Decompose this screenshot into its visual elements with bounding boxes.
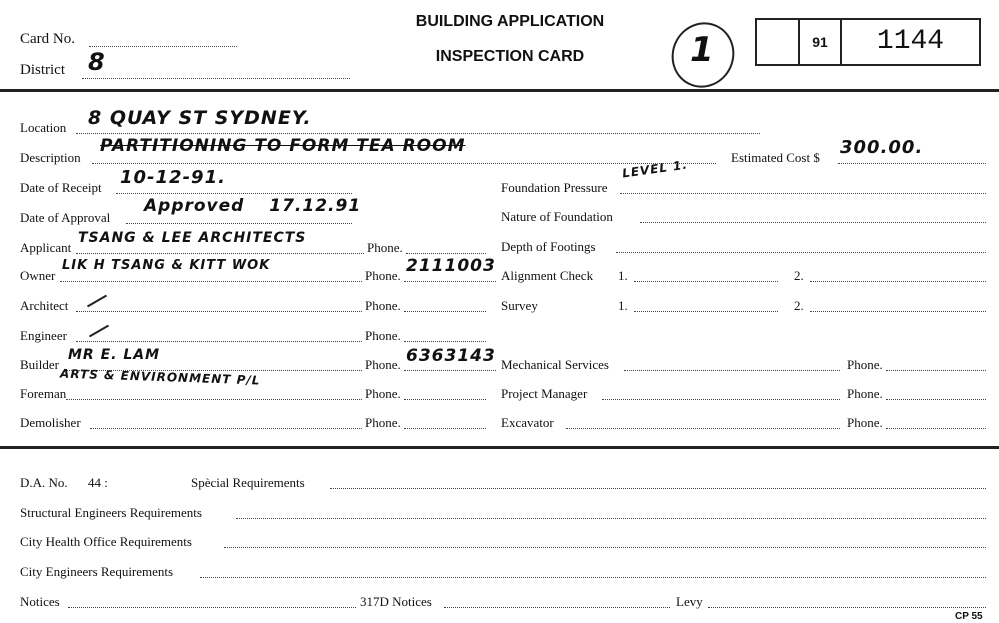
date-of-approval-label: Date of Approval [20,210,111,225]
alignment-check-line-1 [634,281,778,282]
alignment-check-2: 2. [794,268,804,283]
applicant-phone-line [406,253,486,254]
demolisher-phone-label: Phone. [365,415,401,430]
engineer-phone-line [404,341,486,342]
estimated-cost-value: 300.00. [840,137,924,158]
city-engineers-label: City Engineers Requirements [20,564,174,579]
excavator-phone-line [886,428,986,429]
mechanical-services-phone-line [886,370,986,371]
survey-2: 2. [794,298,804,313]
foreman-phone-label: Phone. [365,386,401,401]
architect-line [76,311,362,312]
notices-317d-label: 317D Notices [360,594,432,609]
engineer-label: Engineer [20,328,67,343]
description-line [92,163,716,164]
structural-engineers-line [236,518,986,519]
builder-phone-label: Phone. [365,357,401,372]
city-engineers-line [200,577,986,578]
applicant-phone-label: Phone. [367,240,403,255]
demolisher-line [90,428,362,429]
title-line-1: BUILDING APPLICATION [415,13,605,30]
district-label: District [20,62,65,78]
divider-top [0,89,999,92]
applicant-label: Applicant [20,240,72,255]
foundation-pressure-label: Foundation Pressure [501,180,608,195]
survey-line-1 [634,311,778,312]
form-code: CP 55 [955,611,983,622]
box-code: 91 [800,20,842,64]
architect-tick-mark [87,295,107,308]
survey-label: Survey [501,298,538,313]
builder-extra: ARTS & ENVIRONMENT P/L [59,366,261,388]
location-value: 8 QUAY ST SYDNEY. [88,107,312,129]
description-label: Description [20,150,81,165]
notices-label: Notices [20,594,60,609]
foreman-label: Foreman [20,386,67,401]
applicant-value: TSANG & LEE ARCHITECTS [78,230,307,246]
nature-of-foundation-label: Nature of Foundation [501,209,613,224]
project-manager-phone-label: Phone. [847,386,883,401]
special-requirements-label: Spècial Requirements [191,475,305,490]
depth-of-footings-line [616,252,986,253]
engineer-tick-mark [89,325,109,338]
demolisher-phone-line [404,428,486,429]
structural-engineers-label: Structural Engineers Requirements [20,505,202,520]
applicant-line [76,253,364,254]
architect-phone-label: Phone. [365,298,401,313]
survey-line-2 [810,311,986,312]
owner-phone-value: 2111003 [406,256,496,276]
builder-phone-line [404,370,496,371]
location-label: Location [20,120,67,135]
builder-phone-value: 6363143 [406,346,496,366]
estimated-cost-label: Estimated Cost $ [731,150,820,165]
alignment-check-label: Alignment Check [501,268,594,283]
special-requirements-line [330,488,986,489]
owner-line [60,281,362,282]
divider-bottom [0,446,999,449]
nature-of-foundation-line [640,222,986,223]
notices-317d-line [444,607,670,608]
mechanical-services-line [624,370,840,371]
depth-of-footings-label: Depth of Footings [501,239,596,254]
date-of-approval-line [126,223,352,224]
levy-line [708,607,986,608]
levy-label: Levy [676,594,703,609]
mechanical-services-phone-label: Phone. [847,357,883,372]
excavator-label: Excavator [501,415,554,430]
location-line [76,133,760,134]
owner-phone-line [404,281,496,282]
engineer-line [76,341,362,342]
architect-label: Architect [20,298,69,313]
district-value: 8 [88,48,106,76]
mechanical-services-label: Mechanical Services [501,357,609,372]
card-no-label: Card No. [20,31,75,47]
owner-phone-label: Phone. [365,268,401,283]
district-line [82,78,350,79]
foundation-pressure-line [620,193,986,194]
da-no-value: 44 : [88,475,108,490]
project-manager-line [602,399,840,400]
owner-label: Owner [20,268,56,283]
builder-label: Builder [20,357,59,372]
circled-number: 1 [690,30,715,70]
card-number-boxes [755,18,981,66]
date-of-approval-value: Approved 17.12.91 [144,196,362,216]
box-empty [757,20,800,64]
description-value: PARTITIONING TO FORM TEA ROOM [100,136,466,156]
project-manager-label: Project Manager [501,386,588,401]
foreman-phone-line [404,399,486,400]
title-line-2: INSPECTION CARD [435,48,585,65]
builder-value: MR E. LAM [68,347,161,363]
card-no-line [89,46,237,47]
notices-line [68,607,356,608]
demolisher-label: Demolisher [20,415,81,430]
alignment-check-line-2 [810,281,986,282]
excavator-line [566,428,840,429]
architect-phone-line [404,311,486,312]
foreman-line [66,399,362,400]
description-extra: LEVEL 1. [621,157,689,181]
date-of-receipt-label: Date of Receipt [20,180,102,195]
da-no-label: D.A. No. [20,475,68,490]
date-of-receipt-line [116,193,352,194]
owner-value: LIK H TSANG & KITT WOK [62,258,271,273]
survey-1: 1. [618,298,628,313]
estimated-cost-line [838,163,986,164]
box-number: 1144 [876,26,945,57]
city-health-office-label: City Health Office Requirements [20,534,192,549]
project-manager-phone-line [886,399,986,400]
city-health-office-line [224,547,986,548]
engineer-phone-label: Phone. [365,328,401,343]
alignment-check-1: 1. [618,268,628,283]
date-of-receipt-value: 10-12-91. [120,167,226,188]
excavator-phone-label: Phone. [847,415,883,430]
